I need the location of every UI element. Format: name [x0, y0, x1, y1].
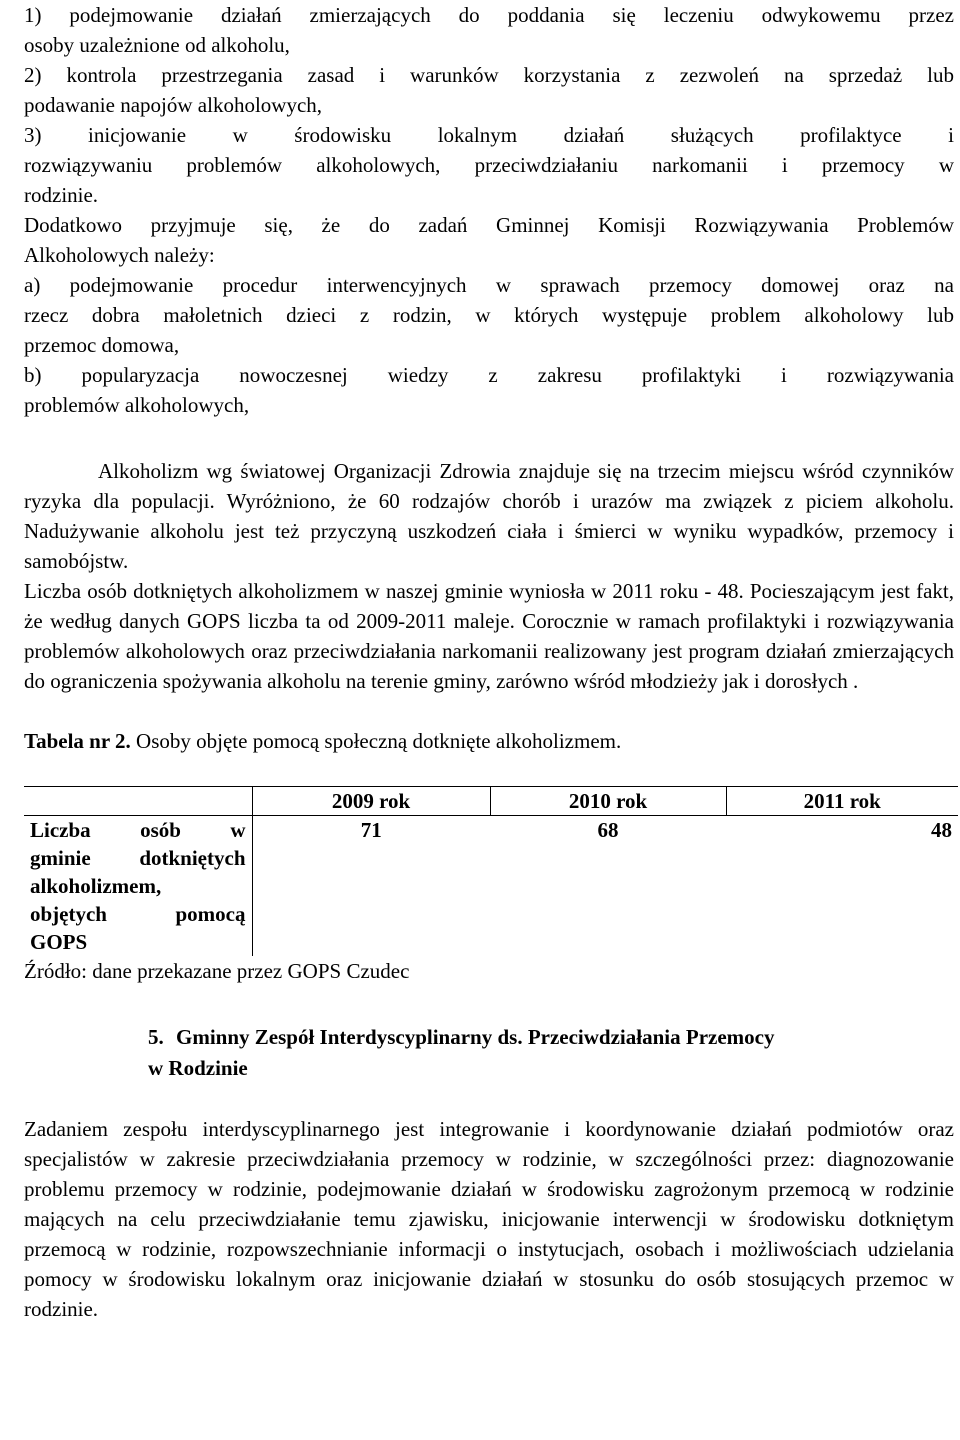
list-item-1-line-1: 1) podejmowanie działań zmierzających do poddania się leczeniu odwykowemu przez — [24, 3, 954, 27]
table-header-empty — [24, 787, 252, 816]
list-item-3-line-3: rodzinie. — [24, 183, 99, 207]
table-header-2011: 2011 rok — [726, 787, 958, 816]
alcoholism-table — [24, 786, 958, 956]
row-label-line: alkoholizmem, — [30, 874, 162, 898]
list-item-2-line-1: 2) kontrola przestrzegania zasad i warunków korzystania z zezwoleń na sprzedaż lub — [24, 63, 954, 87]
table-row-label — [24, 816, 252, 957]
row-label-line: Liczba osób w — [30, 818, 246, 842]
table-row — [24, 816, 958, 957]
list-item-2-line-2: podawanie napojów alkoholowych, — [24, 93, 323, 117]
table-header-row — [24, 787, 958, 816]
section-5-body: Zadaniem zespołu interdyscyplinarnego jest integrowanie i koordynowanie działań podmiotów oraz specjalistów w zakresie przeciwdziałania przemocy w rodzinie, w szczególności przez: diagnozowanie problemu przemocy w rodzinie, podejmowanie działań w środowisku zagrożonym przemocą w rodzinie mających na celu przeciwdziałanie temu zjawisku, inicjowanie interwencji w środowisku dotkniętym przemocą w rodzinie, rozpowszechnianie informacji o instytucjach, osobach i możliwościach udzielania pomocy w środowisku lokalnym oraz inicjowanie działań w stosunku do osób stosujących przemoc w rodzinie. — [24, 1117, 954, 1321]
table-caption — [24, 726, 954, 756]
table-header-2010: 2010 rok — [490, 787, 726, 816]
list-item-1-line-2: osoby uzależnione od alkoholu, — [24, 33, 290, 57]
table-cell-2009: 71 — [252, 816, 490, 957]
statistics-paragraph: Liczba osób dotkniętych alkoholizmem w naszej gminie wyniosła w 2011 roku - 48. Pocieszającym jest fakt, że według danych GOPS liczba ta od 2009-2011 maleje. Corocznie w ramach profilaktyki i rozwiązywania problemów alkoholowych oraz przeciwdziałania narkomanii realizowany jest program działań zmierzających do ograniczenia spożywania alkoholu na terenie gminy, zarówno wśród młodzieży jak i dorosłych . — [24, 579, 954, 693]
task-b-line-2: problemów alkoholowych, — [24, 393, 250, 417]
additional-tasks — [24, 210, 954, 420]
task-a-line-3: przemoc domowa, — [24, 333, 180, 357]
row-label-line: objętych pomocą — [30, 902, 246, 926]
numbered-list — [24, 0, 954, 210]
section-5-number: 5. — [148, 1025, 164, 1049]
table-header-2009: 2009 rok — [252, 787, 490, 816]
additional-intro-line-2: Alkoholowych należy: — [24, 243, 215, 267]
list-item-3-line-1: 3) inicjowanie w środowisku lokalnym działań służących profilaktyce i — [24, 123, 954, 147]
task-a-line-1: a) podejmowanie procedur interwencyjnych w sprawach przemocy domowej oraz na — [24, 273, 954, 297]
who-paragraph: Alkoholizm wg światowej Organizacji Zdrowia znajduje się na trzecim miejscu wśród czynników ryzyka dla populacji. Wyróżniono, że 60 rodzajów chorób i urazów ma związek z piciem alkoholu. Nadużywanie alkoholu jest też przyczyną uszkodzeń ciała i śmierci w wyniku wypadków, przemocy i samobójstw. — [24, 459, 954, 573]
task-b-line-1: b) popularyzacja nowoczesnej wiedzy z zakresu profilaktyki i rozwiązywania — [24, 363, 954, 387]
task-a-line-2: rzecz dobra małoletnich dzieci z rodzin, w których występuje problem alkoholowy lub — [24, 303, 954, 327]
table-caption-label: Tabela nr 2. — [24, 729, 131, 753]
section-5-title-line-1: Gminny Zespół Interdyscyplinarny ds. Przeciwdziałania Przemocy — [176, 1025, 775, 1049]
section-5-heading — [148, 1022, 954, 1084]
row-label-line: gminie dotkniętych — [30, 846, 246, 870]
table-cell-2011: 48 — [726, 816, 958, 957]
additional-intro-line-1: Dodatkowo przyjmuje się, że do zadań Gminnej Komisji Rozwiązywania Problemów — [24, 213, 954, 237]
table-cell-2010: 68 — [490, 816, 726, 957]
section-5-title-line-2: w Rodzinie — [148, 1056, 248, 1080]
table-caption-text: Osoby objęte pomocą społeczną dotknięte alkoholizmem. — [130, 729, 622, 753]
table-source-note: Źródło: dane przekazane przez GOPS Czudec — [24, 959, 410, 983]
list-item-3-line-2: rozwiązywaniu problemów alkoholowych, przeciwdziałaniu narkomanii i przemocy w — [24, 153, 954, 177]
row-label-line: GOPS — [30, 930, 88, 954]
